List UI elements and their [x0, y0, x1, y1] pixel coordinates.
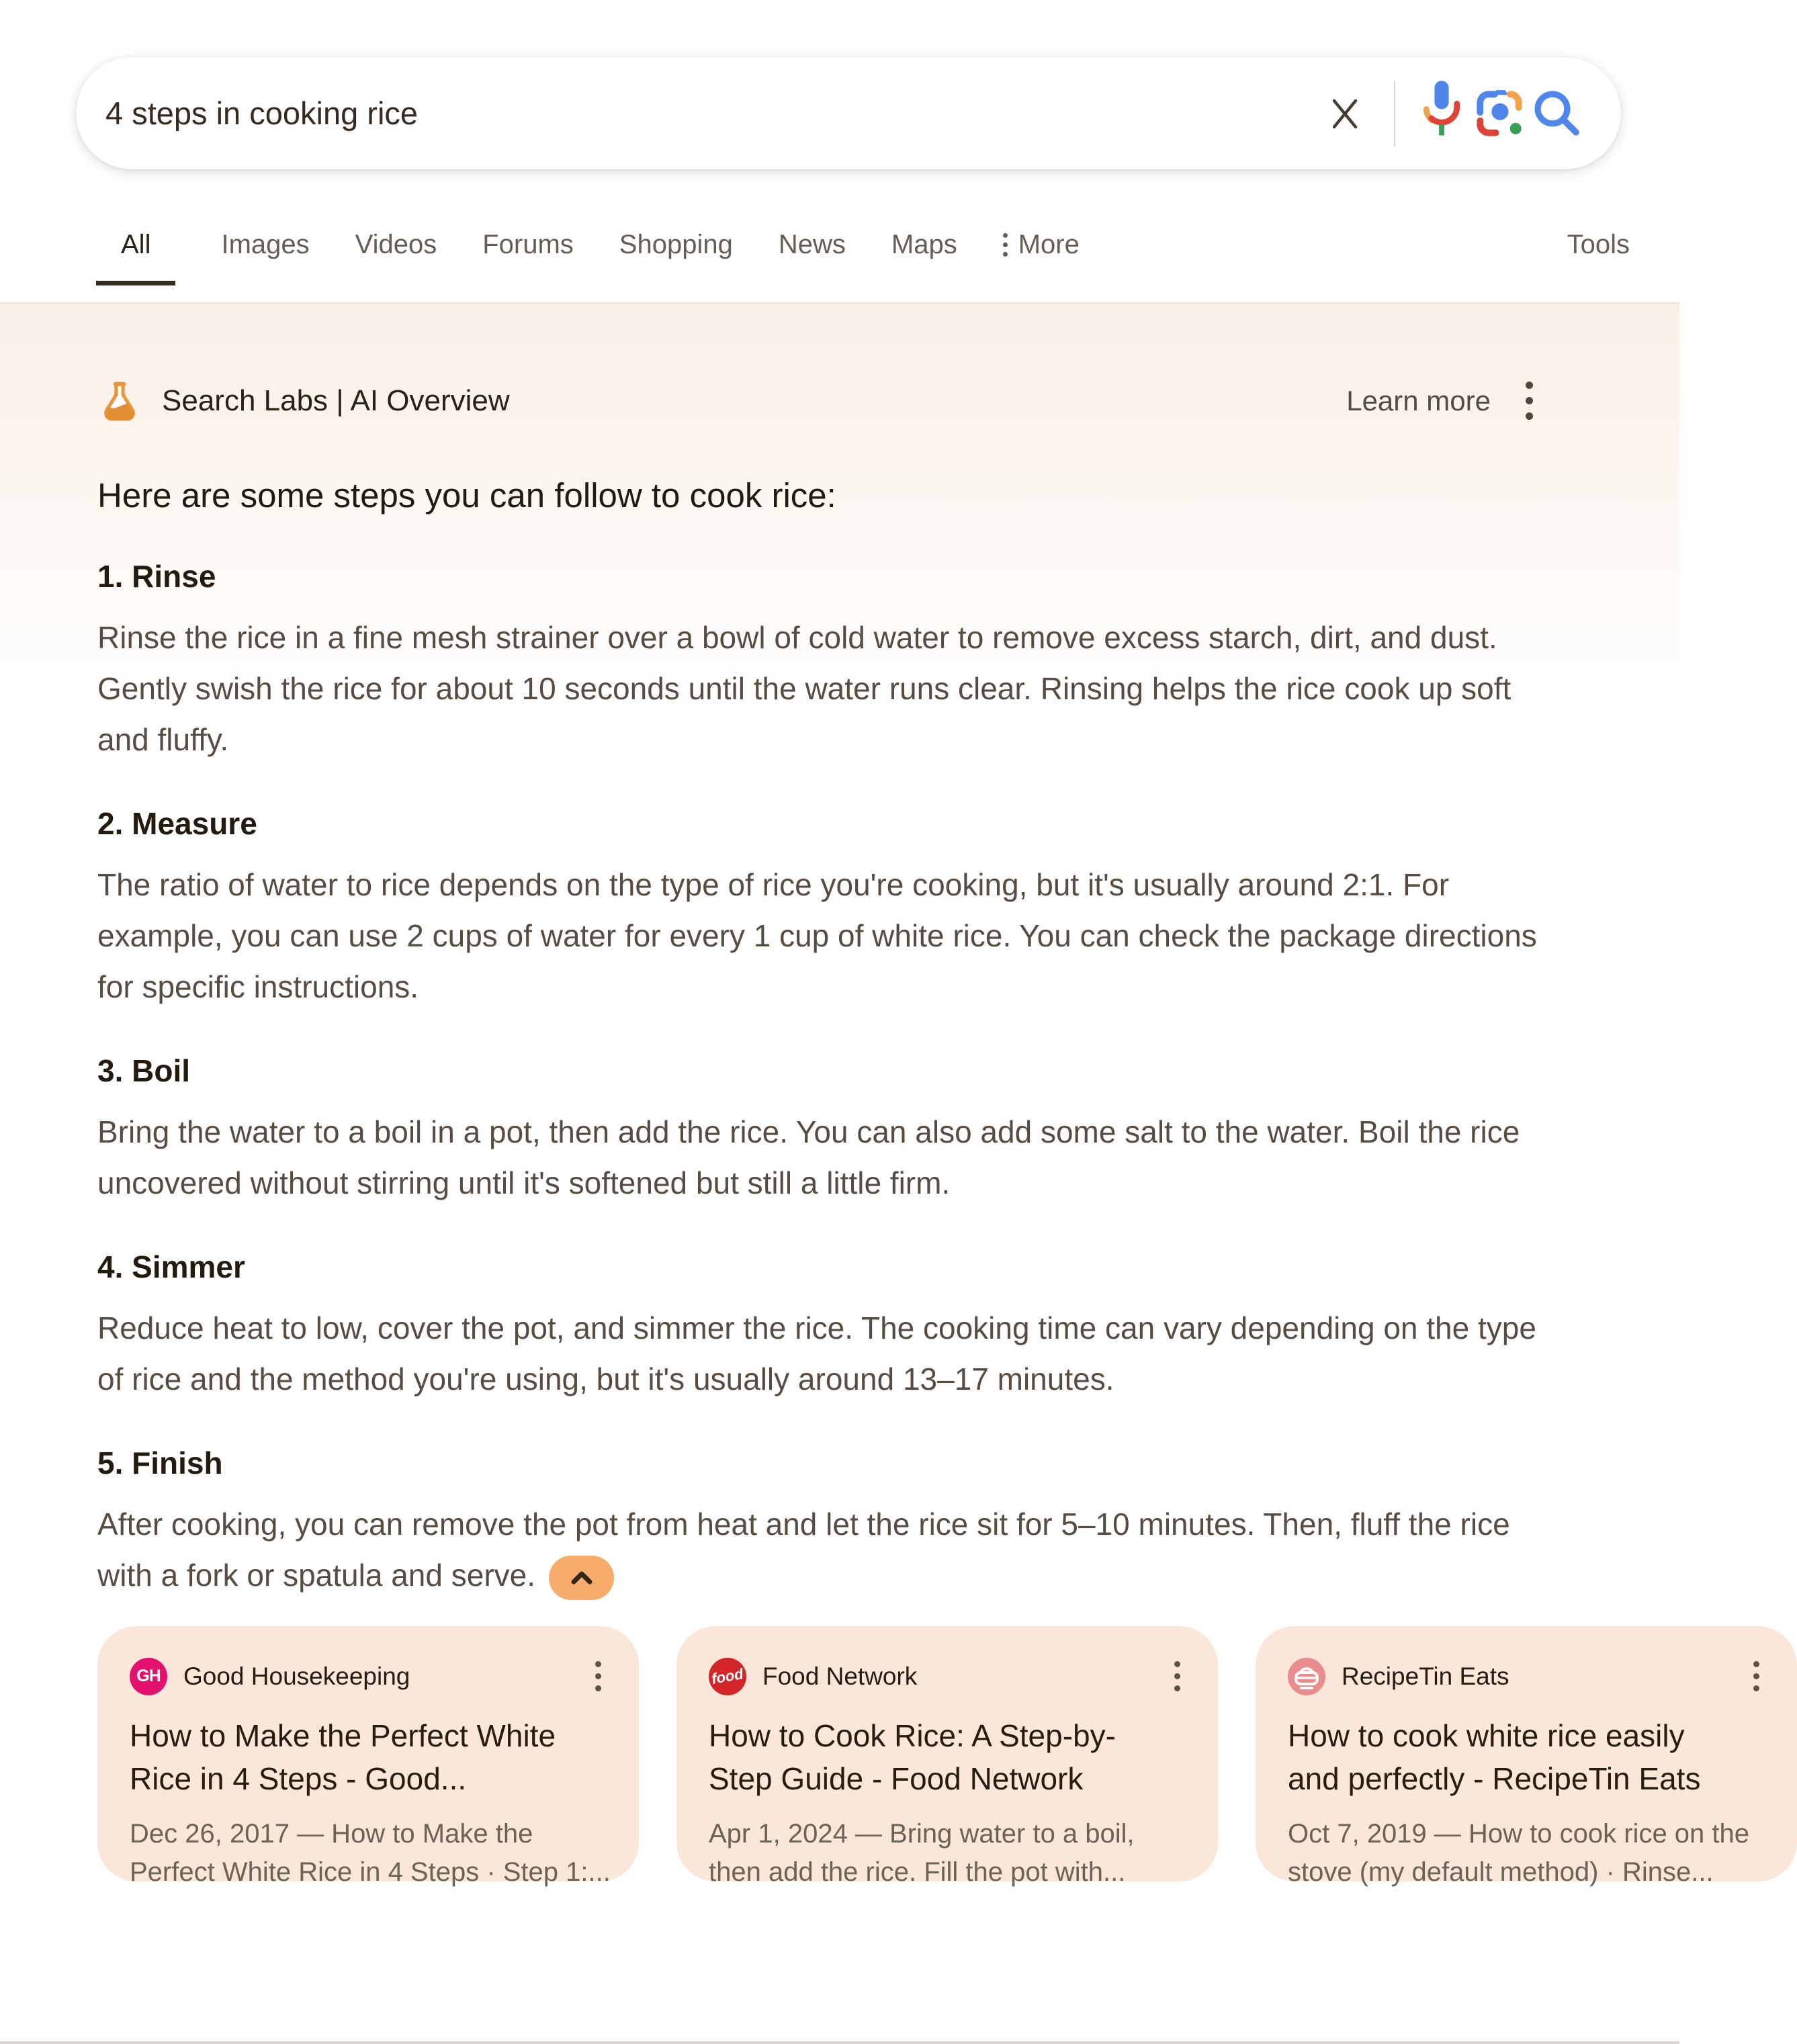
source-title: How to cook white rice easily and perfectly - RecipeTin Eats [1288, 1718, 1701, 1796]
step-1-title: 1. Rinse [97, 559, 216, 594]
search-bar[interactable] [76, 57, 1621, 169]
search-submit-icon[interactable] [1528, 73, 1586, 154]
source-card-food-network[interactable] [676, 1626, 1218, 1887]
tab-maps[interactable]: Maps [891, 230, 957, 259]
source-card-good-housekeeping[interactable] [97, 1626, 639, 1887]
food-network-logo-icon: food [709, 1658, 746, 1695]
ai-overview-title: Search Labs | AI Overview [162, 384, 510, 417]
source-title: How to Make the Perfect White Rice in 4 Steps - Good... [130, 1718, 556, 1796]
tab-images[interactable]: Images [221, 230, 310, 259]
source-name: Good Housekeeping [183, 1662, 410, 1690]
source-title: How to Cook Rice: A Step-by- Step Guide - Food Network [709, 1718, 1116, 1796]
tabs [96, 230, 1080, 285]
page-bottom-divider [0, 2041, 1679, 2044]
voice-search-mic-icon[interactable] [1413, 73, 1471, 154]
step-5-title: 5. Finish [97, 1446, 223, 1480]
ai-overview-header [97, 376, 1538, 425]
tab-all[interactable]: All [96, 230, 175, 285]
step-2-body: The ratio of water to rice depends on the type of rice you're cooking, but it's usually around 2:1. For example, you can use 2 cups of water for every 1 cup of white rice. You can check the package directions for specific instructions. [97, 867, 1537, 1004]
source-snippet: Oct 7, 2019 — How to cook rice on the stove (my default method) · Rinse... [1288, 1819, 1750, 1887]
tab-news[interactable]: News [778, 230, 846, 259]
source-name: Food Network [762, 1662, 918, 1690]
source-snippet: Apr 1, 2024 — Bring water to a boil, then add the rice. Fill the pot with... [709, 1819, 1135, 1887]
ai-overview-section [0, 304, 1750, 2044]
card-menu-icon[interactable] [1170, 1657, 1184, 1695]
clear-search-icon[interactable] [1316, 73, 1374, 154]
tab-tools[interactable]: Tools [1567, 230, 1630, 259]
recipetin-eats-logo-icon [1288, 1658, 1325, 1695]
tab-more[interactable]: More [1003, 230, 1080, 285]
step-2-title: 2. Measure [97, 806, 257, 841]
card-menu-icon[interactable] [1749, 1657, 1763, 1695]
tab-forums[interactable]: Forums [482, 230, 574, 259]
ai-overview-menu-icon[interactable] [1520, 376, 1538, 425]
source-snippet: Dec 26, 2017 — How to Make the Perfect White Rice in 4 Steps · Step 1:... [130, 1819, 611, 1887]
search-labs-flask-icon [97, 379, 142, 423]
ai-overview-intro: Here are some steps you can follow to cook rice: [97, 476, 836, 515]
results-tab-bar [0, 202, 1679, 304]
active-tab-underline [96, 281, 175, 285]
search-input[interactable] [105, 95, 1316, 132]
tab-shopping[interactable]: Shopping [619, 230, 733, 259]
step-4-body: Reduce heat to low, cover the pot, and simmer the rice. The cooking time can vary depending on the type of rice and the method you're using, but it's usually around 13–17 minutes. [97, 1310, 1536, 1396]
good-housekeeping-logo-icon: GH [130, 1658, 167, 1695]
learn-more-link[interactable]: Learn more [1346, 384, 1491, 416]
more-kebab-icon [1003, 233, 1008, 257]
step-3-body: Bring the water to a boil in a pot, then add the rice. You can also add some salt to the water. Boil the rice uncovered without stirring until it's softened but still a little firm. [97, 1114, 1520, 1200]
search-labs-brand [97, 379, 510, 423]
search-bar-divider [1394, 81, 1395, 146]
card-menu-icon[interactable] [591, 1657, 605, 1695]
step-5-body: After cooking, you can remove the pot from heat and let the rice sit for 5–10 minutes. Then, fluff the rice with a fork or spatula and serve. [97, 1499, 1538, 1601]
collapse-overview-button[interactable] [549, 1556, 614, 1600]
step-4-title: 4. Simmer [97, 1249, 245, 1284]
chevron-up-icon [568, 1568, 595, 1588]
source-card-recipetin-eats[interactable] [1256, 1626, 1797, 1887]
step-3-title: 3. Boil [97, 1053, 191, 1088]
google-lens-icon[interactable] [1471, 73, 1528, 154]
source-name: RecipeTin Eats [1342, 1662, 1509, 1690]
tab-videos[interactable]: Videos [355, 230, 437, 259]
source-card-carousel[interactable] [97, 1626, 1750, 1887]
step-1-body: Rinse the rice in a fine mesh strainer over a bowl of cold water to remove excess starch, dirt, and dust. Gently swish the rice for about 10 seconds until the water runs clear. Rinsing helps the rice cook up soft and fluffy. [97, 620, 1511, 757]
